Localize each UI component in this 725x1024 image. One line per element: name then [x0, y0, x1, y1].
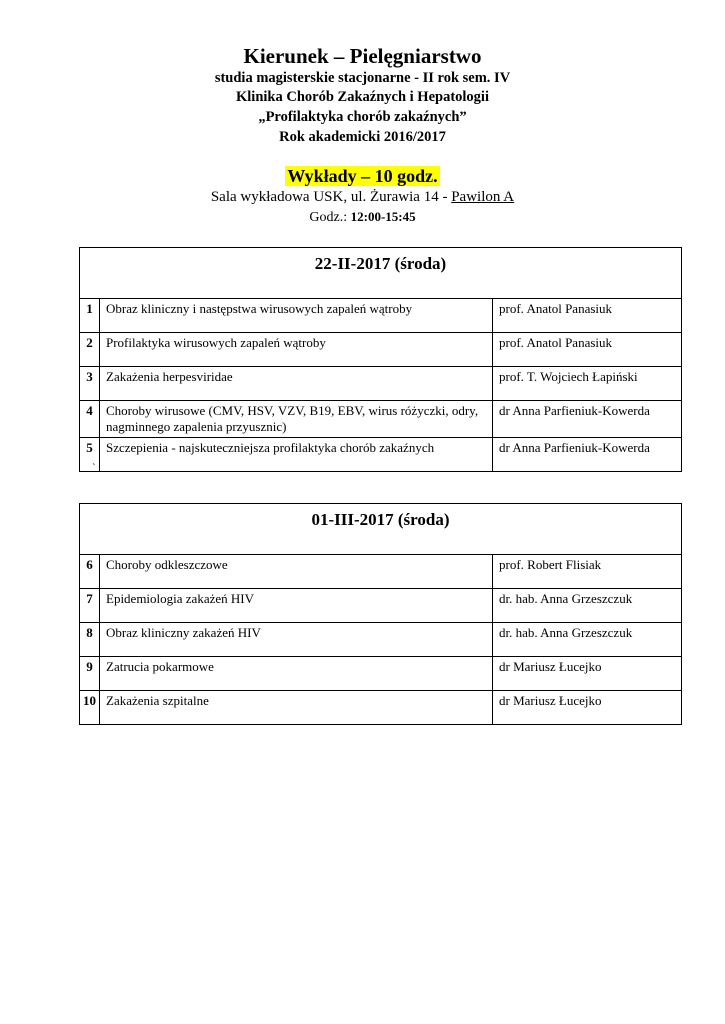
- room-text: Sala wykładowa USK, ul. Żurawia 14 -: [210, 189, 452, 205]
- stray-mark: `: [92, 462, 96, 474]
- row-lecturer: dr Anna Parfieniuk-Kowerda: [493, 438, 682, 472]
- row-number: 10: [80, 691, 100, 725]
- table-row: [80, 367, 682, 401]
- row-lecturer: dr Mariusz Łucejko: [493, 691, 682, 725]
- table-row: [80, 299, 682, 333]
- row-topic: Szczepienia - najskuteczniejsza profilaktyka chorób zakaźnych: [100, 438, 493, 472]
- hours-line: [0, 209, 725, 226]
- row-lecturer: prof. Robert Flisiak: [493, 555, 682, 589]
- room-line: [0, 189, 725, 206]
- day-date: 01-III-2017 (środa): [80, 504, 682, 555]
- schedule-table-day-1: [79, 247, 682, 472]
- row-topic: Epidemiologia zakażeń HIV: [100, 589, 493, 623]
- hours-label: Godz.:: [309, 210, 348, 225]
- lectures-heading: [0, 166, 725, 187]
- row-topic: Zakażenia szpitalne: [100, 691, 493, 725]
- study-mode: studia magisterskie stacjonarne - II rok sem. IV: [214, 70, 511, 86]
- row-topic: Choroby odkleszczowe: [100, 555, 493, 589]
- row-number: 1: [80, 299, 100, 333]
- row-number: 4: [80, 401, 100, 438]
- row-number: 3: [80, 367, 100, 401]
- row-number: 8: [80, 623, 100, 657]
- row-number: 6: [80, 555, 100, 589]
- row-lecturer: dr. hab. Anna Grzeszczuk: [493, 623, 682, 657]
- row-lecturer: prof. T. Wojciech Łapiński: [493, 367, 682, 401]
- row-lecturer: dr Anna Parfieniuk-Kowerda: [493, 401, 682, 438]
- table-row: [80, 589, 682, 623]
- row-lecturer: dr Mariusz Łucejko: [493, 657, 682, 691]
- row-topic: Zakażenia herpesviridae: [100, 367, 493, 401]
- table-row: [80, 401, 682, 438]
- hours-value: 12:00-15:45: [350, 209, 416, 224]
- row-topic: Choroby wirusowe (CMV, HSV, VZV, B19, EBV, wirus różyczki, odry, nagminnego zapalenia przyusznic): [100, 401, 493, 438]
- table-row: [80, 691, 682, 725]
- day-date: 22-II-2017 (środa): [80, 248, 682, 299]
- room-pavilion: Pawilon A: [451, 189, 515, 205]
- row-topic: Obraz kliniczny zakażeń HIV: [100, 623, 493, 657]
- table-row: [80, 657, 682, 691]
- row-topic: Zatrucia pokarmowe: [100, 657, 493, 691]
- academic-year: Rok akademicki 2016/2017: [279, 129, 446, 145]
- table-row: [80, 333, 682, 367]
- row-number: 2: [80, 333, 100, 367]
- row-lecturer: dr. hab. Anna Grzeszczuk: [493, 589, 682, 623]
- row-number: 9: [80, 657, 100, 691]
- row-lecturer: prof. Anatol Panasiuk: [493, 299, 682, 333]
- row-number: 5: [80, 438, 100, 472]
- table-row: [80, 438, 682, 472]
- row-topic: Profilaktyka wirusowych zapaleń wątroby: [100, 333, 493, 367]
- page-title: Kierunek – Pielęgniarstwo: [243, 44, 482, 68]
- course-name: „Profilaktyka chorób zakaźnych”: [258, 109, 467, 125]
- department: Klinika Chorób Zakaźnych i Hepatologii: [236, 89, 489, 105]
- lectures-label: Wykłady – 10 godz.: [287, 166, 438, 186]
- row-lecturer: prof. Anatol Panasiuk: [493, 333, 682, 367]
- table-row: [80, 623, 682, 657]
- table-row: [80, 555, 682, 589]
- row-number: 7: [80, 589, 100, 623]
- row-topic: Obraz kliniczny i następstwa wirusowych zapaleń wątroby: [100, 299, 493, 333]
- schedule-table-day-2: [79, 503, 682, 725]
